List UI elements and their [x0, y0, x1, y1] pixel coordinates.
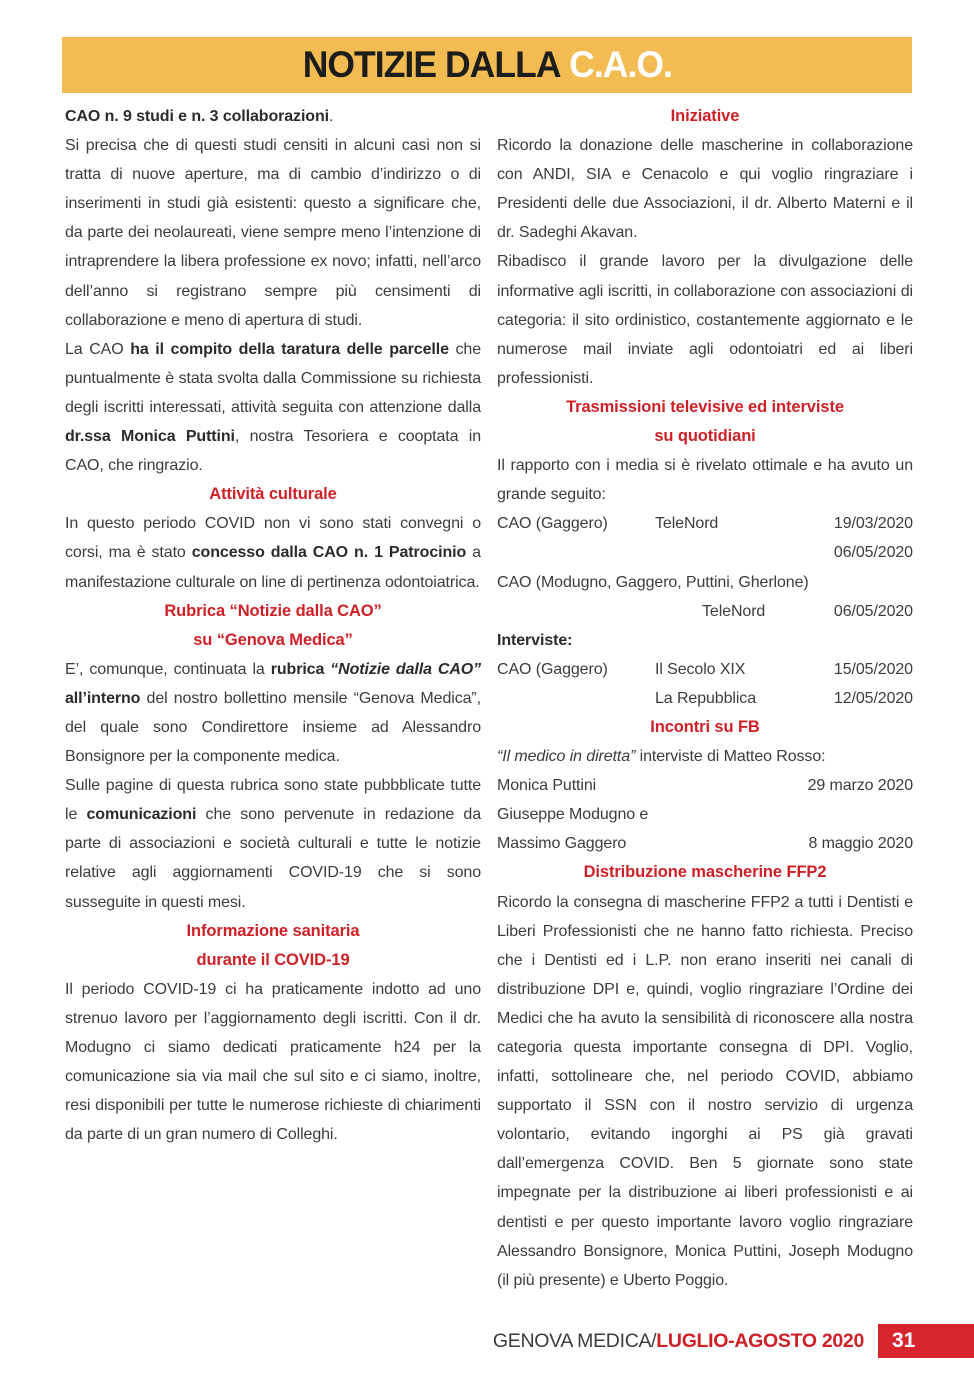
section-heading-informazione-line2: durante il COVID-19 [196, 950, 350, 969]
schedule-who [497, 597, 655, 626]
section-heading-incontri: Incontri su FB [650, 717, 760, 736]
fb-who: Giuseppe Modugno e [497, 806, 649, 824]
schedule-date: 15/05/2020 [833, 660, 913, 678]
fb-interview-row [497, 771, 913, 800]
schedule-channel: Il Secolo XIX [655, 660, 746, 678]
interviste-label: Interviste: [497, 631, 573, 649]
paragraph-media: Il rapporto con i media si è rivelato ottimale e ha avuto un grande seguito: [497, 457, 913, 504]
paragraph-donazione: Ricordo la donazione delle mascherine in collaborazione con ANDI, SIA e Cenacolo e qui voglio ringraziare i Presidenti delle due Associazioni, il dr. Alberto Materni e il dr. Sadeghi Akavan. [497, 137, 913, 242]
fb-date: 29 marzo 2020 [807, 777, 913, 795]
tv-schedule-row [497, 568, 913, 597]
text-segment: a manifestazione culturale on line di pertinenza odontoiatrica. [65, 544, 481, 591]
schedule-date: 06/05/2020 [833, 544, 913, 562]
text-segment: che sono pervenute in redazione da parte di associazioni e società culturali e tutte le notizie relative agli aggiornamenti COVID-19 che si sono susseguite in questi mesi. [65, 806, 481, 911]
schedule-date: 06/05/2020 [833, 602, 913, 620]
text-segment: , nostra Tesoriera e cooptata in CAO, che ringrazio. [65, 428, 481, 475]
section-heading-rubrica-line2: su “Genova Medica” [193, 630, 353, 649]
page-number-badge [878, 1324, 974, 1358]
schedule-who: CAO (Gaggero) [497, 515, 608, 533]
bold-segment: concesso dalla CAO n. 1 Patrocinio [191, 544, 467, 562]
section-heading-attivita: Attività culturale [209, 485, 337, 504]
text-segment: che puntualmente è stata svolta dalla Commissione su richiesta degli iscritti interessati, attività seguita con attenzione dalla [65, 340, 481, 416]
schedule-channel: La Repubblica [655, 689, 756, 707]
paragraph-taratura [65, 335, 481, 480]
page-footer [493, 1323, 974, 1359]
schedule-channel: TeleNord [702, 602, 766, 620]
interview-row [497, 684, 913, 713]
bold-segment: all’interno [65, 689, 141, 707]
footer-text [493, 1330, 864, 1353]
paragraph-fb-intro [497, 742, 913, 771]
fb-date: 8 maggio 2020 [808, 835, 913, 853]
section-heading-mascherine: Distribuzione mascherine FFP2 [583, 863, 827, 882]
column-right [497, 102, 913, 1295]
bold-segment: dr.ssa Monica Puttini [65, 428, 235, 446]
schedule-who: CAO (Gaggero) [497, 660, 608, 678]
section-heading-iniziative: Iniziative [670, 107, 740, 125]
schedule-who [497, 684, 655, 713]
bold-italic-segment: “Notizie dalla CAO” [330, 660, 482, 678]
paragraph-divulgazione: Ribadisco il grande lavoro per la divulgazione delle informative agli iscritti, in collaborazione con associazioni di categoria: il sito ordinistico, costantemente aggiornato e le numerose mail inviate agli odontoiatri ed ai liberi professionisti. [497, 253, 913, 387]
paragraph-mascherine: Ricordo la consegna di mascherine FFP2 a tutti i Dentisti e Liberi Professionisti che ne hanno fatto richiesta. Preciso che i Dentisti ed i L.P. non erano inseriti nei canali di distribuzione DPI e, quindi, voglio ringraziare l’Ordine dei Medici che ha avuto la sensibilità di riconoscere alla nostra categoria questa importante consegna di DPI. Voglio, infatti, sottolineare che, nel periodo COVID, abbiamo supportato il SSN con il nostro servizio di urgenza volontario, evitando ingorghi ai PS già gravati dall’emergenza COVID. Ben 5 giornate sono state impegnate per la distribuzione ai liberi professionisti e ai dentisti e per questo importante lavoro voglio ringraziare Alessandro Bonsignore, Monica Puttini, Joseph Modugno (il più presente) e Uberto Poggio. [497, 893, 913, 1289]
italic-segment: “Il medico in diretta” [497, 748, 636, 766]
schedule-who: CAO (Modugno, Gaggero, Puttini, Gherlone) [497, 573, 809, 591]
issue-label: LUGLIO-AGOSTO 2020 [656, 1329, 864, 1352]
text-segment: E’, comunque, continuata la [65, 660, 271, 678]
lead-paragraph [65, 102, 481, 131]
schedule-channel: TeleNord [655, 515, 719, 533]
page-title [302, 44, 671, 86]
page-title-accent: C.A.O. [568, 44, 672, 85]
interview-row [497, 655, 913, 684]
schedule-date: 19/03/2020 [833, 515, 913, 533]
fb-interview-row [497, 800, 913, 829]
text-segment: interviste di Matteo Rosso: [635, 748, 826, 766]
fb-interview-row [497, 829, 913, 858]
page-number: 31 [892, 1329, 916, 1352]
lead-bold-text: CAO n. 9 studi e n. 3 collaborazioni [65, 108, 329, 125]
section-heading-trasmissioni-line1: Trasmissioni televisive ed interviste [566, 397, 844, 416]
tv-schedule-row [497, 509, 913, 538]
schedule-date: 12/05/2020 [833, 689, 913, 707]
text-segment: La CAO [65, 340, 131, 358]
paragraph-convegni [65, 509, 481, 596]
paragraph-comunicazioni [65, 771, 481, 916]
text-segment: Sulle pagine di questa rubrica sono state pubbblicate tutte le [65, 777, 481, 824]
lead-tail: . [329, 108, 334, 125]
tv-schedule-row [497, 597, 913, 626]
section-heading-informazione-line1: Informazione sanitaria [186, 921, 360, 940]
magazine-name: GENOVA MEDICA/ [492, 1329, 657, 1352]
bold-segment: comunicazioni [86, 806, 197, 824]
tv-schedule-row [497, 538, 913, 567]
paragraph-rubrica [65, 655, 481, 771]
section-heading-trasmissioni-line2: su quotidiani [654, 427, 756, 446]
paragraph-precisa: Si precisa che di questi studi censiti in alcuni casi non si tratta di nuove aperture, ma di cambio d’indirizzo o di inserimenti in studi già esistenti: questo a significare che, da parte dei neolaureati, viene sempre meno l’intenzione di intraprendere la libera professione ex novo; infatti, nell’arco dell’anno si registrano sempre più censimenti di collaborazione e meno di apertura di studi. [65, 137, 481, 329]
text-segment: In questo periodo COVID non vi sono stati convegni o corsi, ma è stato [65, 515, 481, 562]
paragraph-informazione: Il periodo COVID-19 ci ha praticamente indotto ad uno strenuo lavoro per l’aggiornamento degli iscritti. Con il dr. Modugno ci siamo dedicati praticamente h24 per la comunicazione sia via mail che sul sito e ci siamo, inoltre, resi disponibili per tutte le numerose richieste di chiarimenti da parte di un gran numero di Colleghi. [65, 980, 481, 1144]
article-body [65, 102, 913, 1295]
schedule-channel [655, 538, 813, 567]
schedule-who [497, 538, 655, 567]
bold-segment: ha il compito della taratura delle parcelle [130, 340, 449, 358]
page-banner [62, 37, 912, 93]
bold-segment: rubrica [270, 660, 331, 678]
text-segment: del nostro bollettino mensile “Genova Medica”, del quale sono Condirettore insieme ad Alessandro Bonsignore per la componente medica. [65, 689, 481, 766]
section-heading-rubrica-line1: Rubrica “Notizie dalla CAO” [164, 601, 382, 620]
column-left [65, 102, 481, 1295]
page-title-main: NOTIZIE DALLA [302, 44, 561, 85]
fb-who: Massimo Gaggero [497, 835, 627, 853]
fb-who: Monica Puttini [497, 777, 597, 795]
